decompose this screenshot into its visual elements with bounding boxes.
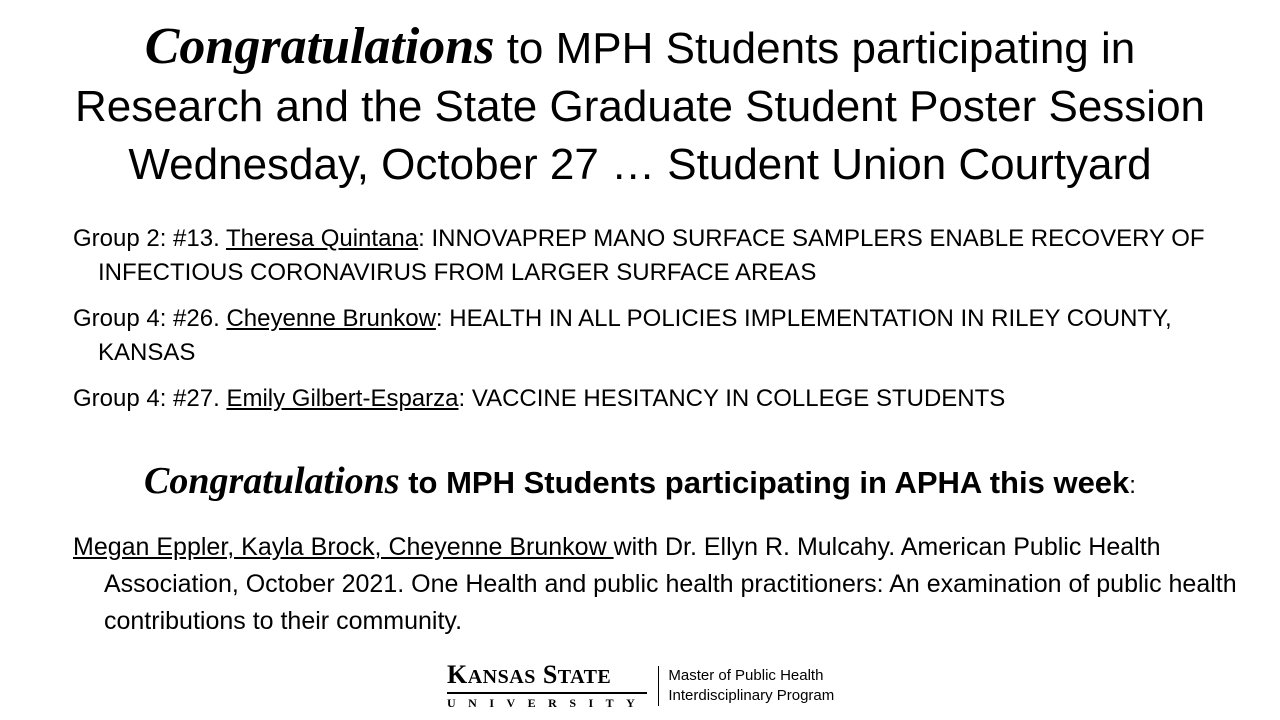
program-line-2: Interdisciplinary Program xyxy=(668,687,835,704)
poster-title: HEALTH IN ALL POLICIES IMPLEMENTATION IN RILEY COUNTY, KANSAS xyxy=(98,305,1172,366)
logo-letter: K xyxy=(447,660,468,689)
title-congratulations: Congratulations xyxy=(144,18,495,75)
apha-citation xyxy=(73,529,1274,640)
page-title xyxy=(0,18,1280,194)
student-name: Emily Gilbert-Esparza xyxy=(226,385,459,412)
logo-letters: ANSAS xyxy=(467,666,536,688)
separator: : xyxy=(418,225,432,252)
logo-letter: S xyxy=(542,660,558,689)
logo-wordmark xyxy=(447,662,647,690)
logo-letters: TATE xyxy=(557,666,612,688)
separator: : xyxy=(435,305,450,332)
list-item xyxy=(73,382,1223,416)
program-name xyxy=(668,666,834,706)
title-line-1 xyxy=(0,18,1280,78)
title-line-2: Research and the State Graduate Student Poster Session xyxy=(74,82,1206,131)
separator: : xyxy=(458,385,472,412)
apha-congratulations: Congratulations xyxy=(144,460,400,502)
kansas-state-logo xyxy=(447,662,647,710)
group-number: Group 4: #27. xyxy=(73,385,227,412)
title-line-1-rest: to MPH Students participating in xyxy=(494,24,1136,73)
student-name: Cheyenne Brunkow xyxy=(226,305,436,332)
poster-title: VACCINE HESITANCY IN COLLEGE STUDENTS xyxy=(471,385,1006,412)
poster-group-list xyxy=(73,222,1223,428)
list-item xyxy=(73,302,1223,370)
apha-heading xyxy=(0,458,1280,509)
student-name: Theresa Quintana xyxy=(226,225,419,252)
apha-heading-colon: : xyxy=(1129,472,1136,499)
footer-divider xyxy=(658,666,659,706)
logo-rule xyxy=(447,692,647,694)
group-number: Group 2: #13. xyxy=(73,225,226,252)
poster-title: INNOVAPREP MANO SURFACE SAMPLERS ENABLE RECOVERY OF INFECTIOUS CORONAVIRUS FROM LARGER SURFACE AREAS xyxy=(98,225,1205,286)
list-item xyxy=(73,222,1223,290)
apha-citation-text: with Dr. Ellyn R. Mulcahy. American Public Health Association, October 2021. One Health and public health practitioners: An examination of public health contributions to their community. xyxy=(104,533,1237,635)
apha-student-names: Megan Eppler, Kayla Brock, Cheyenne Brunkow xyxy=(73,533,614,561)
group-number: Group 4: #26. xyxy=(73,305,227,332)
apha-heading-rest: to MPH Students participating in APHA this week xyxy=(399,465,1130,500)
program-line-1: Master of Public Health xyxy=(668,667,824,684)
logo-university: UNIVERSITY xyxy=(447,696,648,710)
footer xyxy=(447,660,835,710)
title-line-3: Wednesday, October 27 … Student Union Courtyard xyxy=(128,140,1152,189)
